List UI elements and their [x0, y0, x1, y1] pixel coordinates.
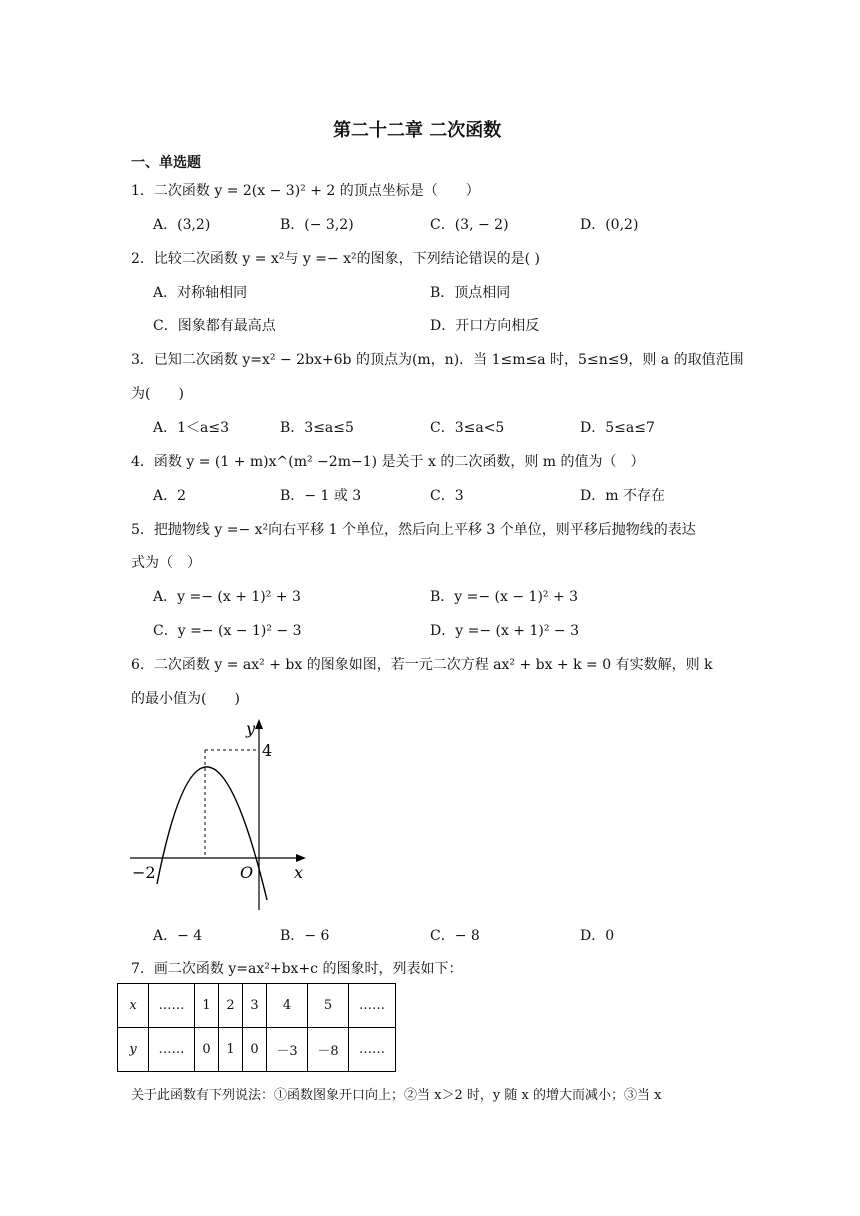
question-2-stem: 2．比较二次函数 y = x²与 y =− x²的图象，下列结论错误的是( )	[131, 251, 541, 267]
table-cell: 5	[308, 984, 349, 1028]
table-cell: －3	[267, 1028, 308, 1072]
q3-option-b: B．3≤a≤5	[280, 420, 354, 436]
q3-option-a: A．1＜a≤3	[153, 420, 230, 436]
section-heading: 一、单选题	[131, 155, 201, 171]
question-3-stem-line1: 3．已知二次函数 y=x² − 2bx+6b 的顶点为(m，n)．当 1≤m≤a 时，5≤n≤9，则 a 的取值范围	[131, 352, 744, 368]
q5-option-a: A．y =− (x + 1)² + 3	[153, 589, 301, 605]
table-cell: 2	[219, 984, 243, 1028]
question-5-stem-line2: 式为（ ）	[131, 555, 201, 571]
vertex-value-label: 4	[262, 741, 273, 760]
q3-option-c: C．3≤a<5	[430, 420, 505, 436]
q1-option-b: B．(− 3,2)	[280, 217, 354, 233]
table-row-y	[118, 1028, 396, 1072]
table-cell: ……	[149, 984, 195, 1028]
q4-option-d: D．m 不存在	[580, 488, 665, 504]
q6-option-c: C．− 8	[430, 928, 480, 944]
table-cell: 0	[243, 1028, 267, 1072]
q5-option-d: D．y =− (x + 1)² − 3	[430, 623, 580, 639]
origin-label: O	[240, 863, 254, 882]
table-cell: 3	[243, 984, 267, 1028]
parabola-graph	[126, 714, 316, 914]
table-cell: 0	[195, 1028, 219, 1072]
y-axis-label: y	[246, 719, 256, 738]
table-cell: －8	[308, 1028, 349, 1072]
question-7-stem: 7．画二次函数 y=ax²+bx+c 的图象时，列表如下：	[131, 961, 463, 977]
q5-option-b: B．y =− (x − 1)² + 3	[430, 589, 579, 605]
table-row-x	[118, 984, 396, 1028]
q1-option-c: C．(3, − 2)	[430, 217, 509, 233]
table-cell: ……	[349, 1028, 396, 1072]
q1-option-a: A．(3,2)	[153, 217, 211, 233]
page-title: 第二十二章 二次函数	[333, 120, 502, 141]
table-cell: x	[118, 984, 149, 1028]
q2-option-b: B．顶点相同	[430, 285, 511, 301]
x-axis-arrow	[296, 854, 306, 862]
q4-option-b: B．− 1 或 3	[280, 488, 362, 504]
q5-option-c: C．y =− (x − 1)² − 3	[153, 623, 302, 639]
question-3-stem-line2: 为( )	[131, 386, 184, 402]
table-cell: 1	[195, 984, 219, 1028]
question-7-statement: 关于此函数有下列说法：①函数图象开口向上；②当 x＞2 时，y 随 x 的增大而减小；③当 x	[131, 1088, 662, 1103]
q4-option-c: C．3	[430, 488, 464, 504]
q6-option-a: A．− 4	[153, 928, 203, 944]
q4-option-a: A．2	[153, 488, 187, 504]
table-cell: ……	[149, 1028, 195, 1072]
question-6-stem-line1: 6．二次函数 y = ax² + bx 的图象如图，若一元二次方程 ax² + bx + k = 0 有实数解，则 k	[131, 657, 713, 673]
x-axis-label: x	[294, 863, 304, 882]
value-table	[117, 983, 396, 1072]
question-4-stem: 4．函数 y = (1 + m)x^(m² −2m−1) 是关于 x 的二次函数，则 m 的值为（ ）	[131, 454, 645, 470]
table-cell: 4	[267, 984, 308, 1028]
question-6-stem-line2: 的最小值为( )	[131, 691, 240, 707]
table-cell: ……	[349, 984, 396, 1028]
q2-option-a: A．对称轴相同	[153, 285, 248, 301]
q3-option-d: D．5≤a≤7	[580, 420, 655, 436]
y-axis-arrow	[255, 719, 263, 729]
table-cell: 1	[219, 1028, 243, 1072]
q1-option-d: D．(0,2)	[580, 217, 639, 233]
q2-option-c: C．图象都有最高点	[153, 318, 276, 334]
q6-option-b: B．− 6	[280, 928, 330, 944]
q6-option-d: D．0	[580, 928, 615, 944]
question-1-stem: 1．二次函数 y = 2(x − 3)² + 2 的顶点坐标是（ ）	[131, 183, 480, 199]
neg2-label: −2	[132, 863, 156, 882]
question-5-stem-line1: 5．把抛物线 y =− x²向右平移 1 个单位，然后向上平移 3 个单位，则平移后抛物线的表达	[131, 522, 696, 538]
table-cell: y	[118, 1028, 149, 1072]
q2-option-d: D．开口方向相反	[430, 318, 540, 334]
